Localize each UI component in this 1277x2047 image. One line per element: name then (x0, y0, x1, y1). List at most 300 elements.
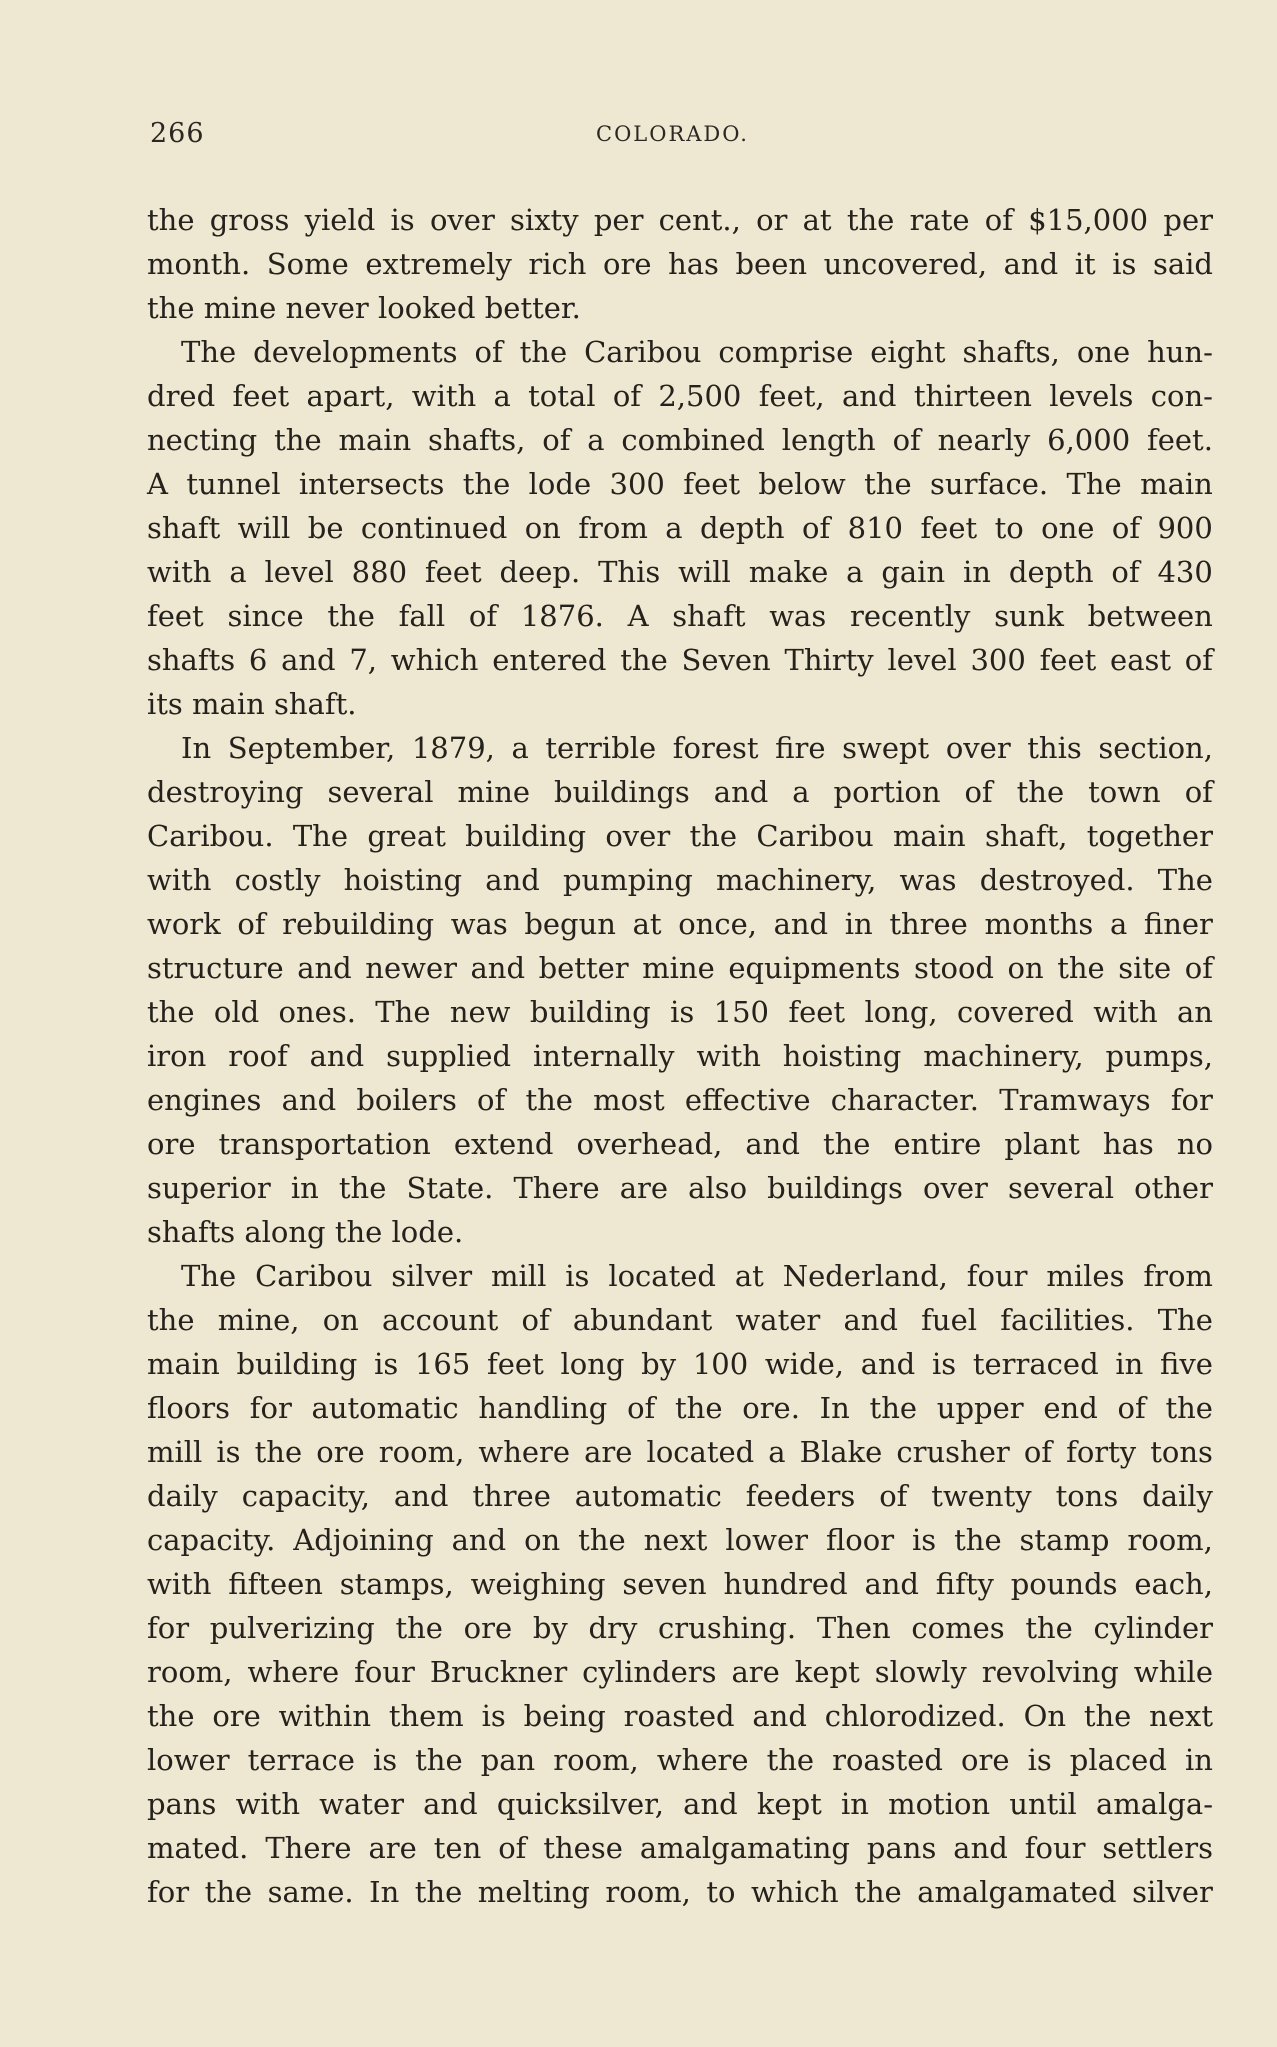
word: with (411, 379, 477, 413)
word: fifty (935, 1567, 994, 1601)
word: terraced (972, 1347, 1099, 1381)
word: from (578, 511, 648, 545)
word: and (841, 379, 897, 413)
word: four (354, 1655, 415, 1689)
word: one (1041, 511, 1095, 545)
word: the (822, 1127, 871, 1161)
word: and (843, 1303, 898, 1337)
text-line (147, 946, 1213, 990)
word: destroying (147, 775, 304, 809)
word: stamps, (339, 1567, 454, 1601)
word: in (290, 1171, 319, 1205)
word: or (756, 203, 788, 237)
word: iron (147, 1039, 207, 1073)
word: There (513, 1171, 600, 1205)
word: other (1134, 1171, 1213, 1205)
word: being (523, 1699, 606, 1733)
word: surface. (930, 467, 1049, 501)
word: feet (487, 1347, 544, 1381)
word: The (1157, 1303, 1213, 1337)
word: work (147, 907, 221, 941)
word: section, (1098, 731, 1213, 765)
word: stamp (1019, 1523, 1110, 1557)
word: ore (603, 247, 652, 281)
word: of (802, 511, 831, 545)
word: lode (528, 467, 592, 501)
word: facilities. (1000, 1303, 1135, 1337)
word: the (954, 1523, 1002, 1557)
word: a (511, 731, 529, 765)
word: fifteen (228, 1567, 323, 1601)
word: total (528, 379, 596, 413)
word: each, (1134, 1567, 1213, 1601)
word: room, (605, 1875, 691, 1909)
word: the (204, 1875, 253, 1909)
word: the (338, 1171, 387, 1205)
word: Nederland, (782, 1259, 948, 1293)
word: room, (378, 1435, 465, 1469)
word: supplied (386, 1039, 512, 1073)
word: hoisting (343, 863, 463, 897)
text-line (147, 1650, 1213, 1694)
word: of (964, 775, 993, 809)
word: since (227, 599, 304, 633)
word: transportation (218, 1127, 431, 1161)
word: room, (147, 1655, 233, 1689)
word: end (1043, 1391, 1098, 1425)
word: on (524, 1523, 561, 1557)
word: and (485, 863, 540, 897)
word: of (1184, 775, 1213, 809)
word: main (892, 819, 966, 853)
text-line (147, 374, 1213, 418)
text-line (147, 814, 1213, 858)
word: quicksilver, (496, 1787, 665, 1821)
word: begun (524, 907, 616, 941)
text-line (147, 726, 1213, 770)
word: The (292, 819, 349, 853)
text-line (147, 1078, 1213, 1122)
text-line (147, 1298, 1213, 1342)
word: of (984, 203, 1013, 237)
word: in (1115, 1347, 1144, 1381)
word: feet (683, 467, 741, 501)
word: shafts (147, 643, 236, 677)
word: feet (1039, 643, 1097, 677)
text-line (147, 1562, 1213, 1606)
text-line (147, 506, 1213, 550)
word: of (498, 1831, 527, 1865)
word: next (643, 1523, 708, 1557)
word: one (1076, 335, 1131, 369)
word: feet, (758, 379, 825, 413)
word: be (307, 511, 344, 545)
word: Then (816, 1611, 891, 1645)
word: mine (642, 951, 715, 985)
word: character. (830, 1083, 980, 1117)
word: are (619, 1171, 669, 1205)
word: where (478, 1435, 571, 1469)
word: site (1118, 951, 1172, 985)
word: kept (794, 1655, 860, 1689)
word: lower (147, 1743, 230, 1777)
word: is (481, 1699, 506, 1733)
word: from (1143, 1259, 1213, 1293)
word: ore (961, 1743, 1010, 1777)
word: The (375, 995, 431, 1029)
word: 150 (713, 995, 769, 1029)
word: 810 (847, 511, 904, 545)
word: motion (888, 1787, 991, 1821)
word: and (953, 1831, 1008, 1865)
word: The (1157, 863, 1213, 897)
word: automatic (311, 1391, 459, 1425)
word: shaft (672, 599, 746, 633)
word: five (1160, 1347, 1213, 1381)
word: is (374, 1347, 399, 1381)
word: is (931, 1347, 957, 1381)
word: is (390, 203, 415, 237)
word: the (1083, 1699, 1132, 1733)
word: the (578, 1523, 626, 1557)
word: Caribou (756, 819, 874, 853)
word: swept (842, 731, 930, 765)
word: and (745, 1127, 800, 1161)
word: over (923, 1171, 988, 1205)
text-line (147, 1738, 1213, 1782)
word: dred (147, 379, 216, 413)
word: account (382, 1303, 499, 1337)
word: hundred (723, 1567, 848, 1601)
word: structure (147, 951, 284, 985)
word: seven (622, 1567, 707, 1601)
word: within (278, 1699, 371, 1733)
word: amalga- (1095, 1787, 1213, 1821)
word: on (322, 1303, 359, 1337)
word: the (864, 467, 912, 501)
word: recently (849, 599, 971, 633)
word: pumping (562, 863, 693, 897)
word: There (265, 1831, 352, 1865)
word: newer (365, 951, 457, 985)
text-line (147, 770, 1213, 814)
word: in (1184, 1743, 1213, 1777)
word: Caribou (584, 335, 702, 369)
word: the (254, 1435, 303, 1469)
word: This (598, 555, 661, 589)
running-head (150, 118, 1212, 148)
word: 100 (692, 1347, 749, 1381)
word: and (864, 1567, 919, 1601)
word: feeders (745, 1479, 856, 1513)
word: ore (463, 1611, 513, 1645)
word: roasted (832, 1743, 943, 1777)
word: 1876. (520, 599, 604, 633)
word: revolving (981, 1655, 1119, 1689)
word: with (147, 1567, 212, 1601)
word: has (668, 247, 719, 281)
text-line (147, 550, 1213, 594)
word: sixty (510, 203, 579, 237)
word: main (338, 423, 412, 457)
word: at (734, 1259, 764, 1293)
text-line-content: its main shaft. (147, 687, 357, 721)
word: new (449, 995, 511, 1029)
word: 880 (351, 555, 408, 589)
word: in (844, 907, 873, 941)
word: crusher (896, 1435, 1010, 1469)
word: ore (316, 1435, 365, 1469)
word: cent., (658, 203, 741, 237)
word: mine (457, 775, 531, 809)
word: the (395, 1611, 443, 1645)
word: capacity, (241, 1479, 371, 1513)
word: with (1093, 995, 1158, 1029)
word: to (994, 511, 1024, 545)
word: several (1008, 1171, 1115, 1205)
word: over (945, 731, 1011, 765)
word: con- (1150, 379, 1213, 413)
text-line (147, 990, 1213, 1034)
word: developments (253, 335, 458, 369)
word: will (678, 555, 731, 589)
word: these (543, 1831, 623, 1865)
text-line (147, 1342, 1213, 1386)
word: of (1184, 951, 1213, 985)
word: and (451, 1523, 507, 1557)
text-line (147, 418, 1213, 462)
word: overhead, (576, 1127, 723, 1161)
word: floors (147, 1391, 231, 1425)
word: crushing. (658, 1611, 797, 1645)
text-line (147, 1034, 1213, 1078)
word: them (388, 1699, 464, 1733)
word: mine, (217, 1303, 300, 1337)
word: miles (1046, 1259, 1125, 1293)
text-line (147, 1254, 1213, 1298)
word: 6 (248, 643, 268, 677)
word: and (423, 1787, 478, 1821)
text-line-content: shafts along the lode. (147, 1215, 464, 1249)
word: months (984, 907, 1094, 941)
word: slowly (874, 1655, 967, 1689)
word: shafts, (962, 335, 1060, 369)
word: placed (1069, 1743, 1167, 1777)
word: this (1027, 731, 1082, 765)
word: combined (621, 423, 765, 457)
page-number: 266 (150, 118, 205, 149)
word: of (879, 1479, 908, 1513)
word: town (1088, 775, 1161, 809)
text-line (147, 1430, 1213, 1474)
word: will (237, 511, 291, 545)
word: make (748, 555, 829, 589)
word: Bruckner (429, 1655, 568, 1689)
word: and (393, 1479, 449, 1513)
word: the (1057, 951, 1105, 985)
word: great (367, 819, 446, 853)
word: pans (147, 1787, 217, 1821)
word: east (1110, 643, 1172, 677)
word: superior (147, 1171, 271, 1205)
word: forest (672, 731, 759, 765)
word: tunnel (186, 467, 281, 501)
word: In (369, 1875, 400, 1909)
word: shafts, (428, 423, 526, 457)
word: necting (147, 423, 258, 457)
word: the (854, 1875, 902, 1909)
word: and (281, 643, 336, 677)
word: main (1140, 467, 1213, 501)
word: a (665, 511, 683, 545)
word: and (683, 1787, 738, 1821)
text-line (147, 902, 1213, 946)
text-line (147, 242, 1213, 286)
word: of (474, 335, 503, 369)
word: a (768, 1435, 786, 1469)
word: over (429, 203, 495, 237)
word: the (689, 819, 738, 853)
word: the (675, 1391, 723, 1425)
word: is (216, 1435, 241, 1469)
word: finer (1143, 907, 1213, 941)
word: once, (678, 907, 757, 941)
word: continued (360, 511, 508, 545)
word: of (1117, 1391, 1146, 1425)
word: length (781, 423, 876, 457)
word: roof (228, 1039, 288, 1073)
word: ones. (278, 995, 356, 1029)
word: daily (147, 1479, 218, 1513)
word: of (468, 599, 498, 633)
word: gross (209, 203, 290, 237)
word: the (147, 995, 195, 1029)
word: the (147, 1699, 195, 1733)
word: the (1165, 1391, 1213, 1425)
word: been (735, 247, 808, 281)
word: a (1109, 907, 1128, 941)
word: levels (1049, 379, 1134, 413)
word: and (1003, 247, 1059, 281)
word: comprise (718, 335, 854, 369)
word: and (297, 951, 352, 985)
word: was (899, 863, 957, 897)
word: rich (528, 247, 587, 281)
word: an (1177, 995, 1213, 1029)
word: Thirty (784, 643, 874, 677)
word: 7, (349, 643, 378, 677)
word: deep. (499, 555, 581, 589)
word: of (612, 379, 642, 413)
word: same. (267, 1875, 354, 1909)
text-line (147, 198, 1213, 242)
word: are (368, 1831, 417, 1865)
word: feet (232, 379, 290, 413)
word: mated. (147, 1831, 249, 1865)
word: with (235, 1787, 301, 1821)
word: is (372, 1743, 398, 1777)
word: most (593, 1083, 665, 1117)
word: building (529, 995, 651, 1029)
word: hun- (1147, 335, 1213, 369)
word: four (1024, 1831, 1086, 1865)
word: three (472, 1479, 551, 1513)
word: settlers (1102, 1831, 1213, 1865)
word: feet (788, 995, 846, 1029)
text-line (147, 1782, 1213, 1826)
word: the (1025, 1611, 1073, 1645)
word: The (181, 1259, 237, 1293)
text-line (147, 1166, 1213, 1210)
word: upper (936, 1391, 1024, 1425)
word: chlorodized. (824, 1699, 1006, 1733)
word: with (147, 555, 212, 589)
word: the (415, 1743, 463, 1777)
word: building (236, 1347, 358, 1381)
word: level (264, 555, 334, 589)
word: together (1086, 819, 1213, 853)
word: located (646, 1435, 755, 1469)
word: old (213, 995, 260, 1029)
word: terrace (247, 1743, 355, 1777)
word: main (147, 1347, 220, 1381)
word: Caribou. (147, 819, 274, 853)
word: building (465, 819, 587, 853)
word: is (1112, 247, 1137, 281)
word: and (773, 907, 829, 941)
word: per (1163, 203, 1213, 237)
word: Tramways (999, 1083, 1151, 1117)
word: the (462, 467, 511, 501)
word: terrible (545, 731, 657, 765)
word: for (249, 1391, 292, 1425)
word: the (846, 203, 895, 237)
word: a (792, 775, 810, 809)
word: level (887, 643, 957, 677)
word: destroyed. (979, 863, 1135, 897)
word: 165 (414, 1347, 471, 1381)
text-line (147, 330, 1213, 374)
word: is (912, 1523, 937, 1557)
text-line (147, 858, 1213, 902)
word: covered (957, 995, 1074, 1029)
word: buildings (554, 775, 690, 809)
word: pan (480, 1743, 536, 1777)
word: which (751, 1875, 839, 1909)
word: has (1102, 1127, 1154, 1161)
word: over (605, 819, 671, 853)
word: with (147, 863, 212, 897)
word: 1879, (411, 731, 495, 765)
word: entire (893, 1127, 982, 1161)
word: boilers (356, 1083, 457, 1117)
text-line (147, 594, 1213, 638)
word: feet (147, 599, 204, 633)
word: In (819, 1391, 850, 1425)
word: water (319, 1787, 404, 1821)
word: said (1152, 247, 1213, 281)
word: amalgamating (639, 1831, 850, 1865)
word: and (713, 775, 769, 809)
word: to (706, 1875, 736, 1909)
word: extend (453, 1127, 554, 1161)
word: long (560, 1347, 625, 1381)
word: tons (1150, 1435, 1213, 1469)
word: and (860, 1347, 916, 1381)
word: was (769, 599, 827, 633)
word: 900 (1157, 511, 1213, 545)
word: State. (406, 1171, 494, 1205)
